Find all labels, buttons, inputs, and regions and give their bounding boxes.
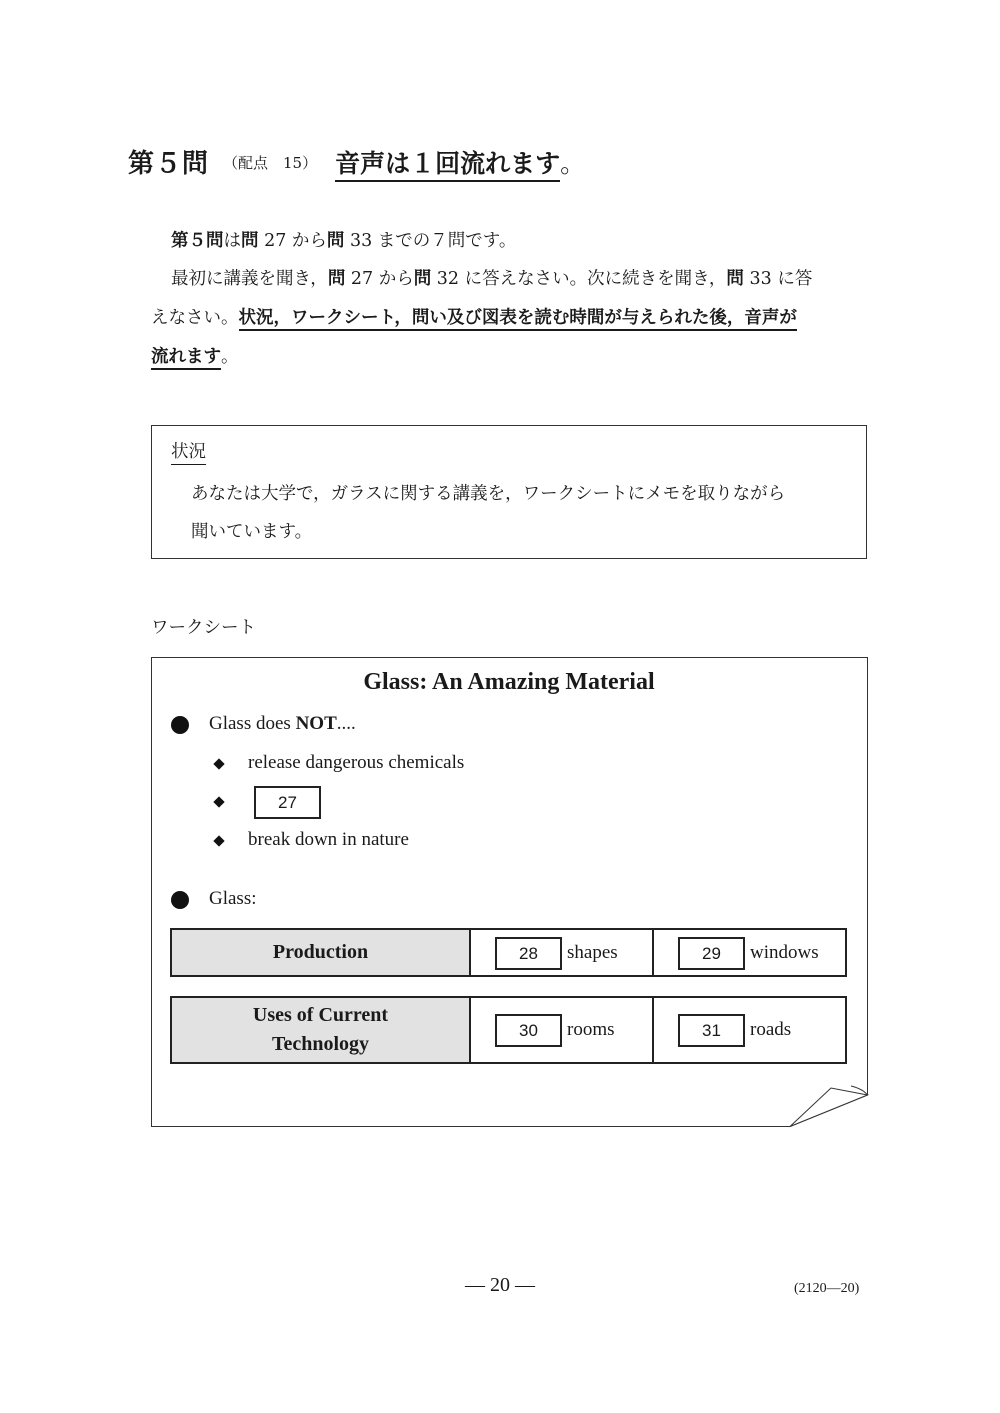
instruction-line-3 <box>151 299 797 337</box>
instr-bold: 問 <box>413 269 432 289</box>
instr-text: 27 から <box>345 269 414 289</box>
audio-note-period: 。 <box>560 149 586 178</box>
instr-bold: 問 <box>327 269 346 289</box>
bullet-dot-icon <box>171 891 189 909</box>
worksheet <box>151 657 869 1127</box>
bullet-dot-icon <box>171 716 189 734</box>
bullet-bold: NOT <box>295 713 337 734</box>
row-header-line: Uses of Current <box>252 1004 389 1026</box>
page-number: — 20 — <box>465 1274 535 1296</box>
instr-bold: 問 <box>241 231 259 251</box>
instr-bold: 第５問 <box>171 231 224 251</box>
instr-text: は <box>223 231 241 251</box>
instr-text: 。 <box>221 347 239 367</box>
points-label: （配点 15） <box>223 154 318 172</box>
instr-text: えなさい。 <box>151 308 239 328</box>
worksheet-title: Glass: An Amazing Material <box>363 669 655 695</box>
answer-box-31: 31 <box>678 1014 745 1047</box>
cell-word: rooms <box>567 1019 615 1040</box>
instr-bold: 問 <box>326 231 345 251</box>
bullet-glass: Glass: <box>209 888 257 909</box>
answer-box-29: 29 <box>678 937 745 970</box>
situation-text <box>191 475 861 551</box>
uses-table <box>170 996 847 1064</box>
instruction-line-2 <box>171 260 812 298</box>
question-number: 第５問 <box>128 149 210 179</box>
instr-bold: 問 <box>726 269 744 289</box>
instr-text: 33 までの７問です。 <box>344 231 517 251</box>
bullet-glass-does-not <box>209 713 356 735</box>
instr-underlined: 流れます <box>151 347 221 370</box>
audio-note: 音声は１回流れます <box>335 149 560 182</box>
answer-box-28: 28 <box>495 937 562 970</box>
instr-text: 最初に講義を聞き， <box>171 269 328 289</box>
table-cell <box>653 929 846 976</box>
answer-box-27: 27 <box>254 786 321 819</box>
instruction-line-4 <box>151 338 239 376</box>
situation-text-line: 聞いています。 <box>191 522 313 542</box>
cell-word: shapes <box>567 942 618 963</box>
exam-code: (2120—20) <box>794 1281 860 1296</box>
instr-text: 33 に答 <box>743 269 813 289</box>
bullet-text: .... <box>336 713 356 734</box>
row-header-production: Production <box>171 929 470 976</box>
cell-word: windows <box>750 942 819 963</box>
bullet-text: Glass does <box>209 713 296 734</box>
situation-text-line: あなたは大学で，ガラスに関する講義を，ワークシートにメモを取りながら <box>191 484 786 504</box>
table-cell <box>470 997 653 1063</box>
production-table <box>170 928 847 977</box>
table-cell <box>470 929 653 976</box>
instr-text: 27 から <box>258 231 327 251</box>
row-header-uses <box>171 997 470 1063</box>
situation-label: 状況 <box>171 440 206 465</box>
instr-underlined: 状況，ワークシート，問い及び図表を読む時間が与えられた後，音声が <box>239 308 797 331</box>
question-header <box>128 143 585 187</box>
situation-box <box>151 425 867 559</box>
sub-item-text: break down in nature <box>248 829 409 850</box>
row-header-line: Technology <box>271 1033 370 1055</box>
worksheet-label: ワークシート <box>151 618 256 638</box>
instr-text: 32 に答えなさい。次に続きを聞き， <box>431 269 727 289</box>
instruction-line-1 <box>171 222 516 260</box>
table-cell <box>653 997 846 1063</box>
answer-box-30: 30 <box>495 1014 562 1047</box>
sub-item-text: release dangerous chemicals <box>248 752 465 773</box>
cell-word: roads <box>750 1019 792 1040</box>
